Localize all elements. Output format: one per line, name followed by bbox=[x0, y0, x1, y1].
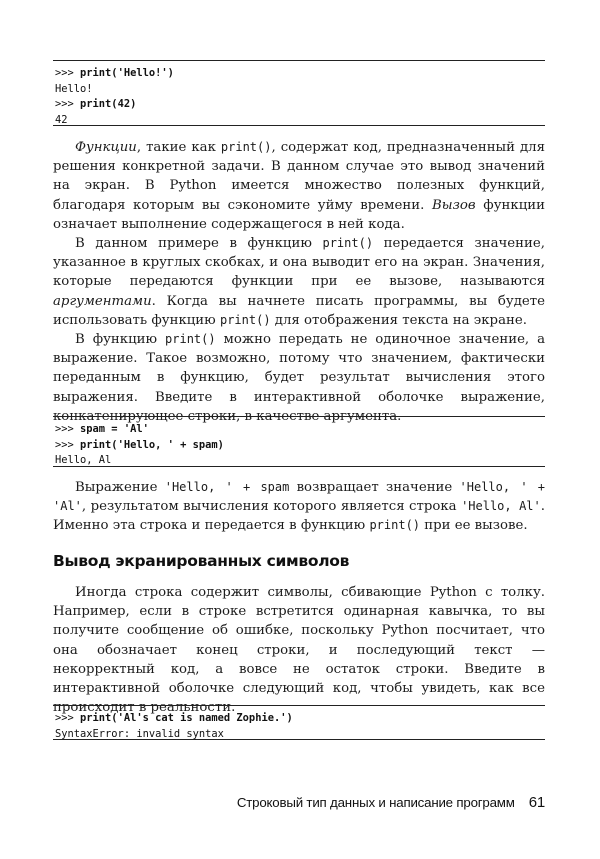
paragraph-expression: В функцию print() можно передать не одиночное значение, а выражение. Такое возможно, потому что значением, фактически переданным в функцию, будет результат вычисления этого выражения. Введите в интерактивной оболочке выражение, конкатенирующее строки, в качестве аргумента. bbox=[53, 332, 546, 424]
code-output-line: 42 bbox=[55, 113, 68, 126]
code-output-line: Hello! bbox=[55, 82, 93, 95]
body-text-section-3 bbox=[53, 583, 545, 717]
paragraph-arguments: В данном примере в функцию print() передается значение, указанное в круглых скобках, и она выводит его на экран. Значения, которые передаются функции при ее вызове, называются аргументами. Когда вы начнете писать программы, вы будете использовать функцию print() для отображения текста на экране. bbox=[53, 236, 545, 328]
code-block-hello bbox=[53, 60, 545, 126]
code-block-spam bbox=[53, 416, 545, 467]
code-block-syntax-error bbox=[53, 705, 545, 740]
paragraph-functions: Функции, такие как print(), содержат код, предназначенный для решения конкретной задачи. В данном случае это вывод значений на экран. В Python имеется множество полезных функций, благодаря которым вы сэкономите уйму времени. Вызов функции означает выполнение содержащегося в ней кода. bbox=[53, 140, 546, 232]
page-footer bbox=[237, 794, 545, 811]
paragraph-escape-chars: Иногда строка содержит символы, сбивающие Python с толку. Например, если в строке встретится одинарная кавычка, то вы получите сообщение об ошибке, поскольку Python посчитает, что она обозначает конец строки, и последующий текст — некорректный код, а вовсе не остаток строки. Введите в интерактивной оболочке следующий код, чтобы увидеть, как все происходит в реальности. bbox=[53, 585, 545, 716]
code-output-line: Hello, Al bbox=[55, 454, 112, 466]
running-title: Строковый тип данных и написание программ bbox=[236, 795, 515, 810]
code-output-line: SyntaxError: invalid syntax bbox=[55, 727, 224, 740]
code-line: >>> print('Al's cat is named Zophie.') bbox=[55, 712, 293, 724]
code-line: >>> print(42) bbox=[55, 98, 137, 110]
section-heading: Вывод экранированных символов bbox=[53, 552, 350, 570]
page-number: 61 bbox=[528, 794, 545, 811]
code-line: >>> print('Hello, ' + spam) bbox=[55, 438, 224, 451]
paragraph-expression-result: Выражение 'Hello, ' + spam возвращает значение 'Hello, ' + 'Al', результатом вычисления которого является строка 'Hello, Al'. Именно эта строка и передается в функцию print() при ее вызове. bbox=[53, 480, 545, 534]
code-line: >>> spam = 'Al' bbox=[55, 423, 149, 435]
code-line: >>> print('Hello!') bbox=[55, 67, 174, 79]
body-text-section-1 bbox=[53, 138, 545, 426]
body-text-section-2 bbox=[53, 478, 545, 536]
